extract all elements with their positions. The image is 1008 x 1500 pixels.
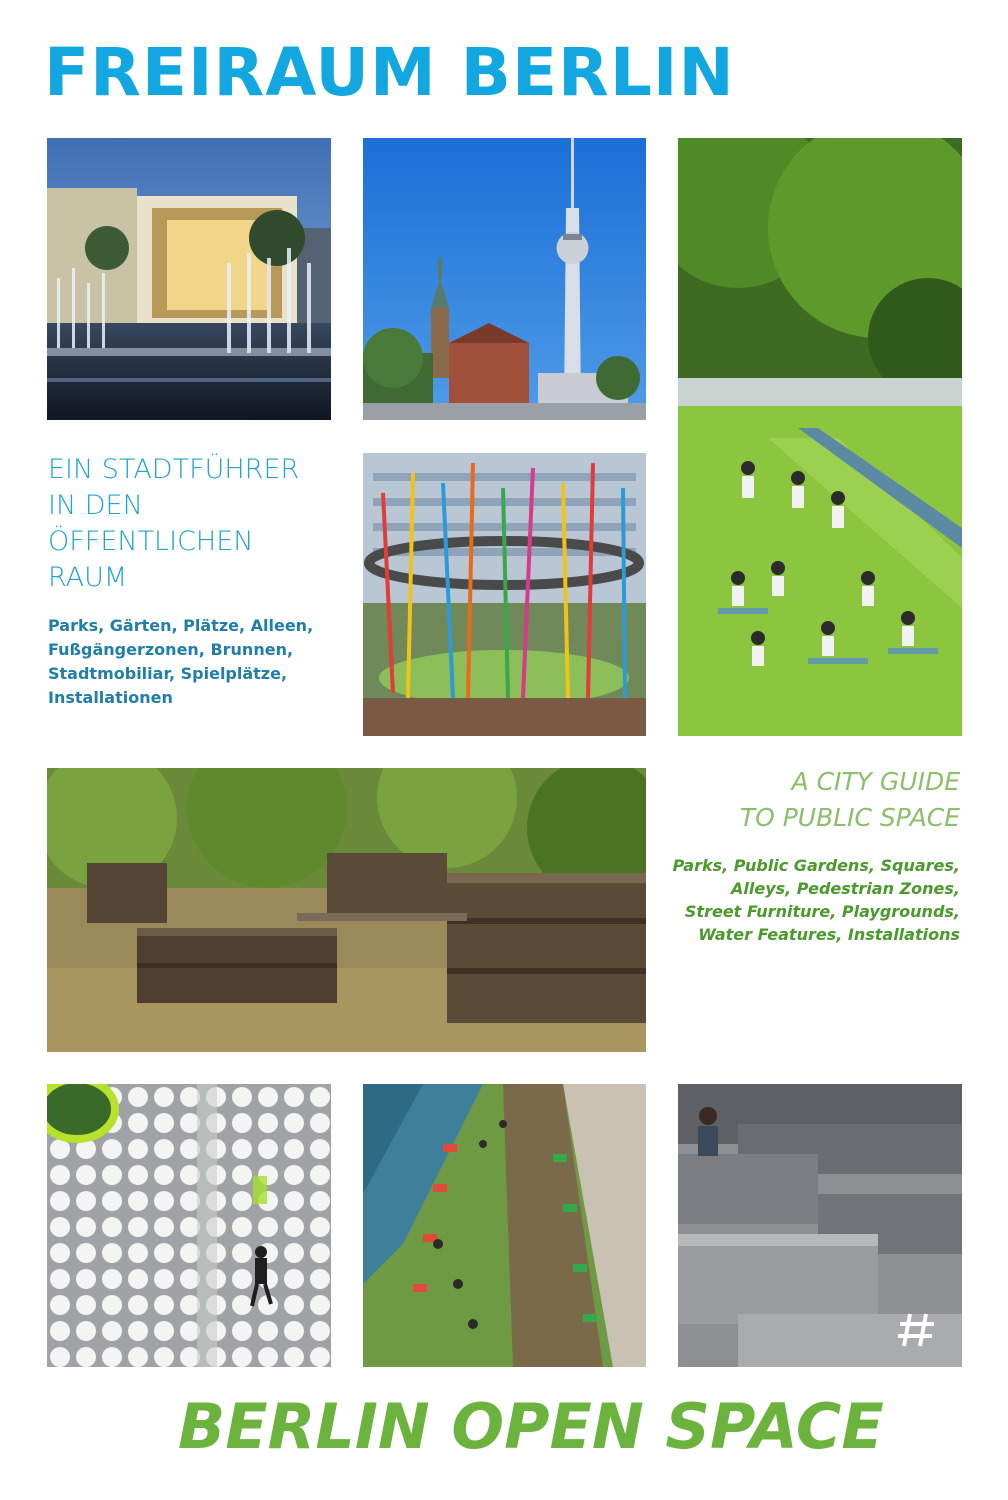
german-heading-line: RAUM [48, 562, 128, 593]
english-topics [660, 854, 960, 946]
photo-tv-tower [363, 138, 646, 420]
cover-title-german: FREIRAUM BERLIN [44, 34, 735, 111]
german-heading-line: ÖFFENTLICHEN [48, 526, 254, 557]
german-topics-line: Installationen [48, 688, 173, 707]
photo-park-lawn [678, 138, 962, 736]
photo-raised-bed-garden [47, 768, 646, 1052]
german-topics [48, 614, 348, 710]
german-heading-line: IN DEN [48, 490, 143, 521]
english-heading-line: TO PUBLIC SPACE [739, 803, 960, 832]
german-heading-line: EIN STADTFÜHRER [48, 454, 300, 485]
photo-riverside-deck-chairs [363, 1084, 646, 1367]
german-heading [48, 452, 348, 596]
english-topics-line: Water Features, Installations [698, 925, 960, 944]
english-topics-line: Street Furniture, Playgrounds, [684, 902, 960, 921]
english-heading [670, 764, 960, 836]
photo-fountain-plaza [47, 138, 331, 420]
english-heading-line: A CITY GUIDE [791, 767, 960, 796]
photo-dotted-plaza [47, 1084, 331, 1367]
german-topics-line: Fußgängerzonen, Brunnen, [48, 640, 294, 659]
photo-pole-installation [363, 453, 646, 736]
german-topics-line: Stadtmobiliar, Spielplätze, [48, 664, 288, 683]
german-topics-line: Parks, Gärten, Plätze, Alleen, [48, 616, 314, 635]
english-topics-line: Parks, Public Gardens, Squares, [672, 856, 960, 875]
photo-memorial-stelae [678, 1084, 962, 1367]
english-topics-line: Alleys, Pedestrian Zones, [731, 879, 960, 898]
cover-title-english: BERLIN OPEN SPACE [178, 1390, 884, 1463]
